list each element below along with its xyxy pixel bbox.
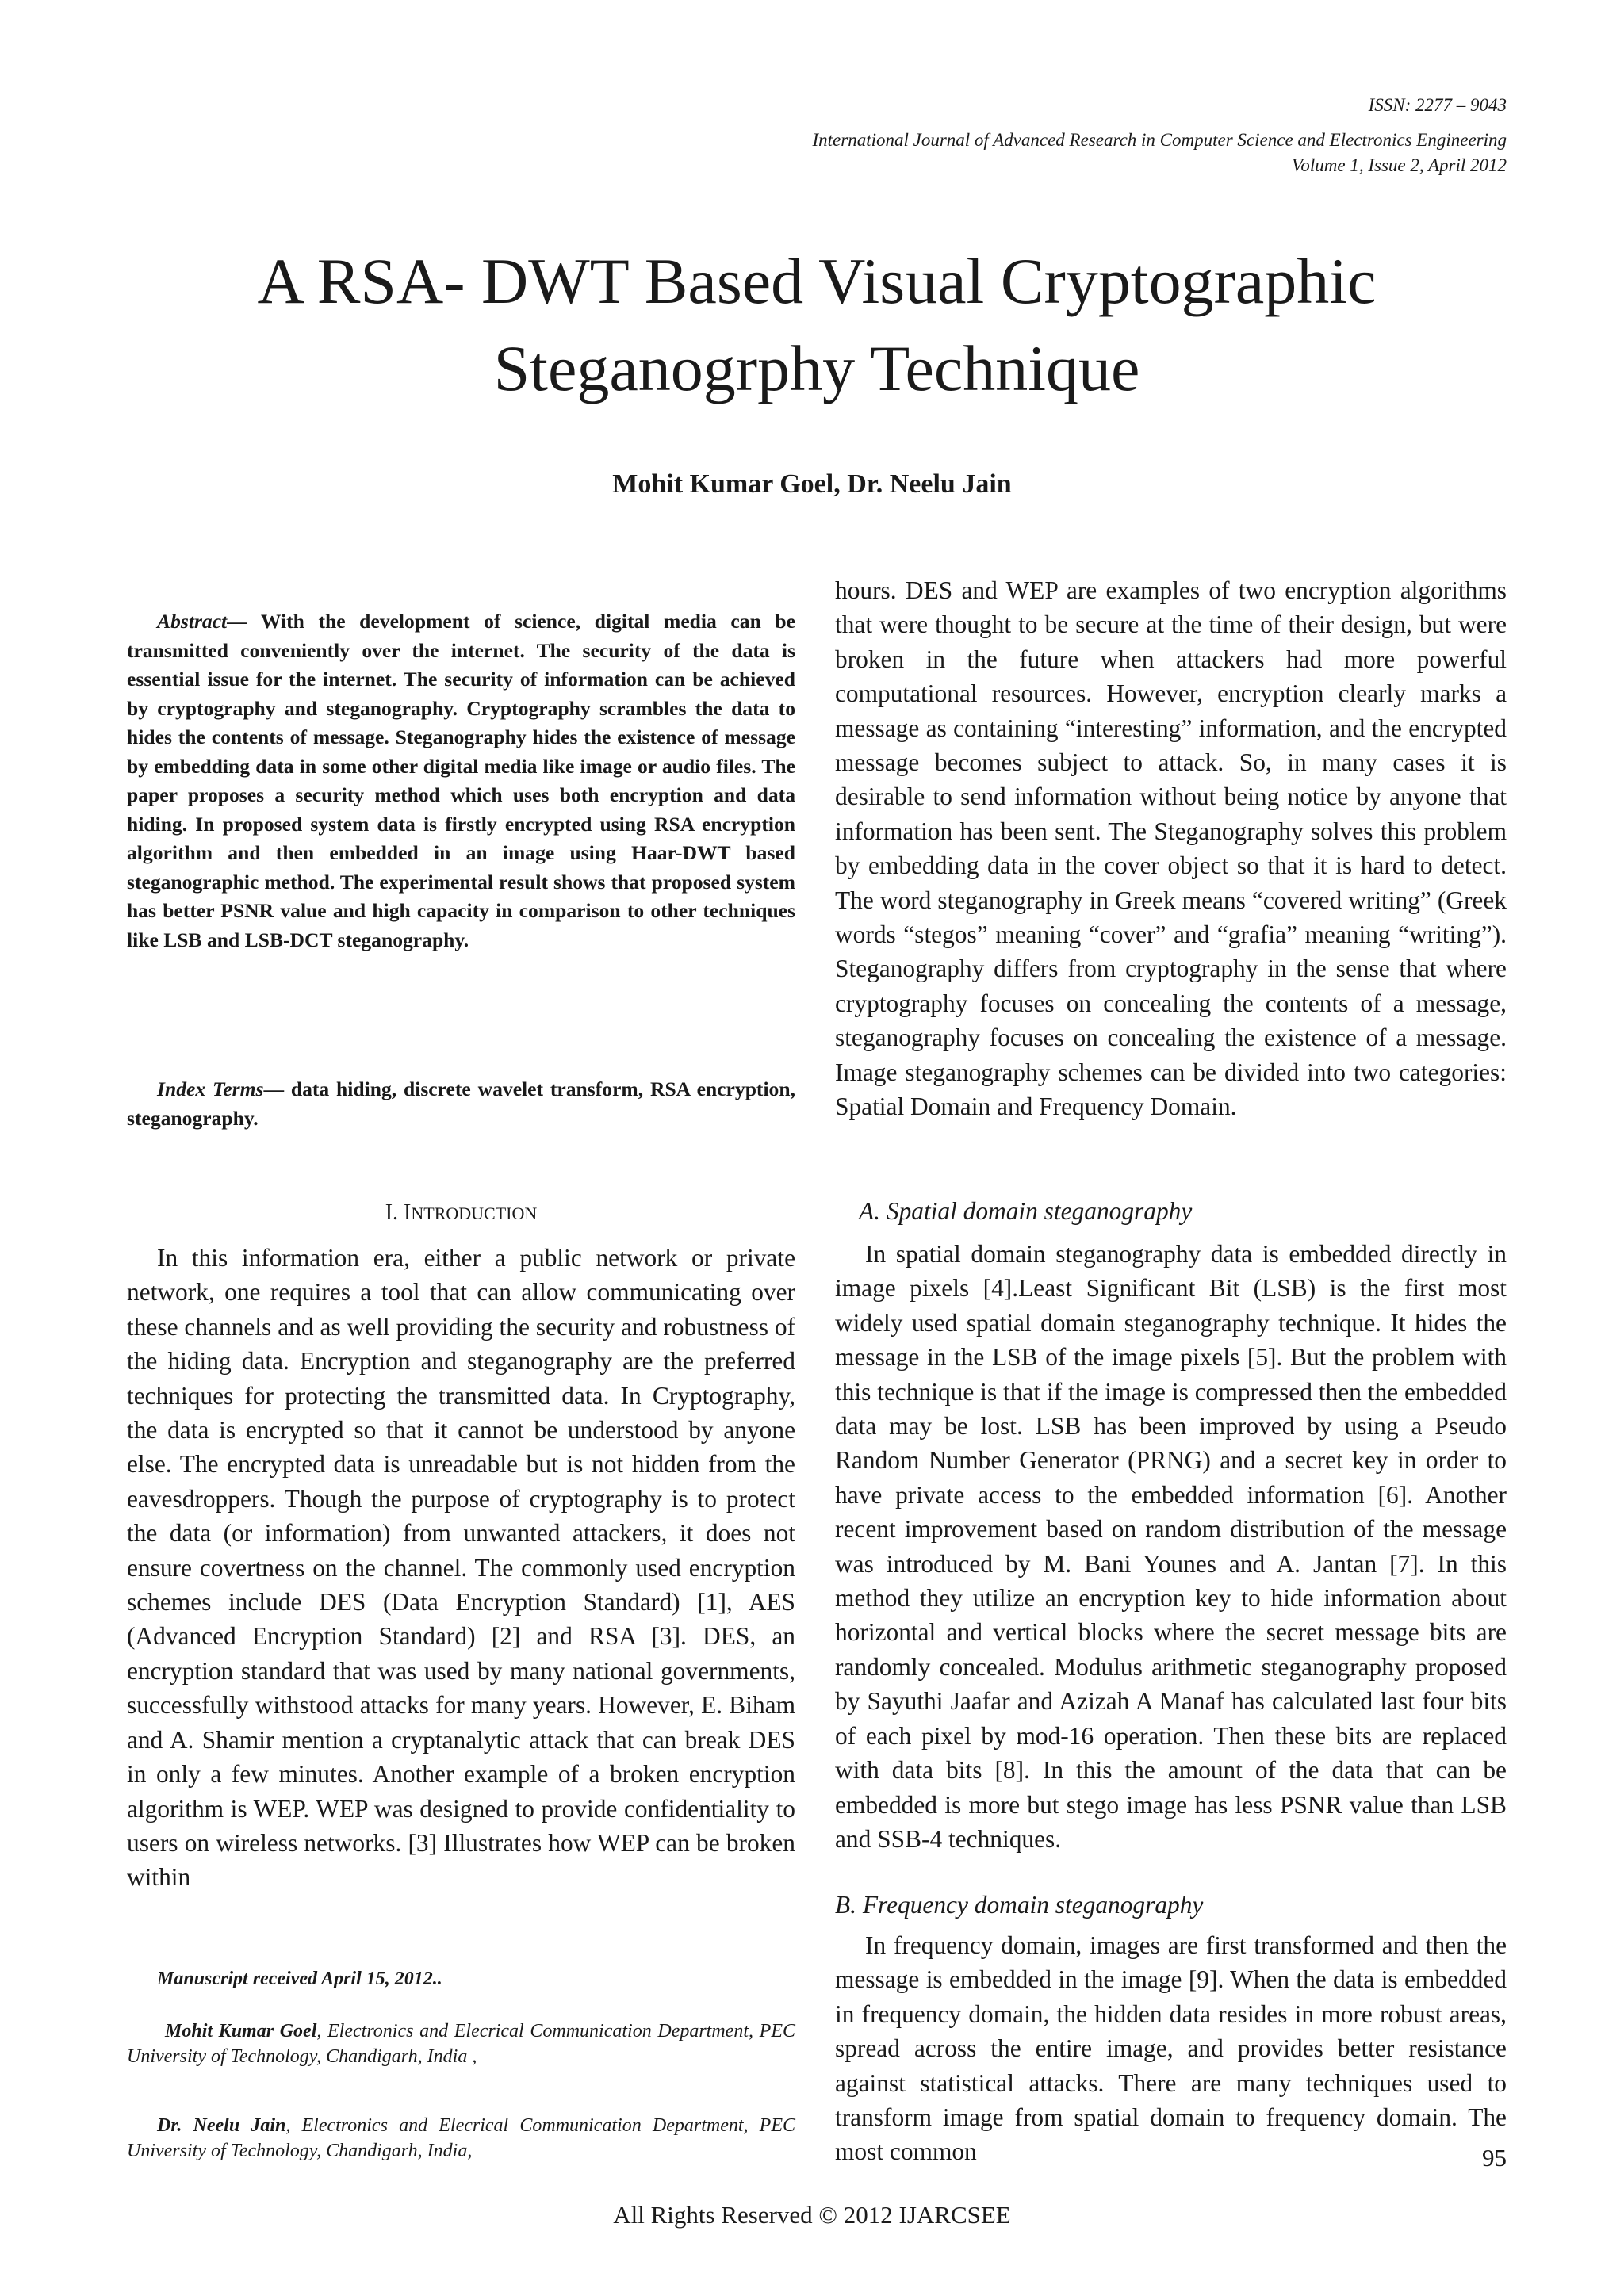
title-line-2: Steganogrphy Technique bbox=[493, 332, 1140, 404]
author1-footnote bbox=[127, 2019, 795, 2069]
abstract-text: — With the development of science, digital media can be transmitted conveniently over the internet. The security of the data is essential issue for the internet. The security of information can be achieved by cryptography and steganography. Cryptography scrambles the data to hides the contents of message. Steganography hides the existence of message by embedding data in some other digital media like image or audio files. The paper proposes a security method which uses both encryption and data hiding. In proposed system data is firstly encrypted using RSA encryption algorithm and then embedded in an image using Haar-DWT based steganographic method. The experimental result shows that proposed system has better PSNR value and high capacity in comparison to other techniques like LSB and LSB-DCT steganography. bbox=[127, 610, 795, 951]
index-terms-label: Index Terms bbox=[157, 1077, 264, 1100]
subsection-heading-frequency: B. Frequency domain steganography bbox=[835, 1891, 1204, 1919]
section-number: I. bbox=[385, 1200, 399, 1225]
spatial-domain-text: In spatial domain steganography data is embedded directly in image pixels [4].Least Significant Bit (LSB) is the first most widely used spatial domain steganography technique. It hides the message in the LSB of the image pixels [5]. But the problem with this technique is that if the image is compressed then the embedded data may be lost. LSB has been improved by using a Pseudo Random Number Generator (PRNG) and a secret key in order to have private access to the embedded information [6]. Another recent improvement based on random distribution of the message was introduced by M. Bani Younes and A. Jantan [7]. In this method they utilize an encryption key to hide information about horizontal and vertical blocks where the secret message bits are randomly concealed. Modulus arithmetic steganography proposed by Sayuthi Jaafar and Azizah A Manaf has calculated last four bits of each pixel by mod-16 operation. Then these bits are replaced with data bits [8]. In this the amount of the data that can be embedded is more but stego image has less PSNR value than LSB and SSB-4 techniques. bbox=[835, 1240, 1507, 1853]
index-terms-text: — data hiding, discrete wavelet transform, RSA encryption, steganography. bbox=[127, 1077, 795, 1130]
abstract bbox=[127, 607, 795, 955]
author-list: Mohit Kumar Goel, Dr. Neelu Jain bbox=[612, 469, 1012, 499]
author2-footnote bbox=[127, 2113, 795, 2164]
index-terms bbox=[127, 1075, 795, 1133]
section-title-rest: NTRODUCTION bbox=[411, 1203, 538, 1223]
author2-affiliation: , Electronics and Elecrical Communication Department, PEC University of Technology, Chandigarh, India, bbox=[127, 2115, 795, 2161]
title-line-1: A RSA- DWT Based Visual Cryptographic bbox=[257, 245, 1377, 317]
frequency-domain-text: In frequency domain, images are first transformed and then the message is embedded in the image [9]. When the data is embedded in frequency domain, the hidden data resides in more robust areas, spread across the entire image, and provides better resistance against statistical attacks. There are many techniques used to transform image from spatial domain to frequency domain. The most common bbox=[835, 1931, 1507, 2166]
intro-continued: hours. DES and WEP are examples of two encryption algorithms that were thought to be secure at the time of their design, but were broken in the future when attackers had more powerful computational resources. However, encryption clearly marks a message as containing “interesting” information, and the encrypted message becomes subject to attack. So, in many cases it is desirable to send information without being notice by anyone that information has been sent. The Steganography solves this problem by embedding data in the cover object so that it is hard to detect. The word steganography in Greek means “covered writing” (Greek words “stegos” meaning “cover” and “grafia” meaning “writing”). Steganography differs from cryptography in the sense that where cryptography focuses on concealing the contents of a message, steganography focuses on concealing the existence of a message. Image steganography schemes can be divided into two categories: Spatial Domain and Frequency Domain. bbox=[835, 576, 1507, 1121]
manuscript-received: Manuscript received April 15, 2012.. bbox=[157, 1969, 442, 1989]
author1-name: Mohit Kumar Goel bbox=[165, 2021, 317, 2042]
abstract-label: Abstract bbox=[157, 610, 228, 633]
author2-name: Dr. Neelu Jain bbox=[157, 2115, 286, 2136]
section-heading-introduction bbox=[127, 1200, 795, 1226]
copyright-footer: All Rights Reserved © 2012 IJARCSEE bbox=[613, 2201, 1011, 2229]
paper-title bbox=[127, 238, 1507, 412]
volume-issue: Volume 1, Issue 2, April 2012 bbox=[1291, 155, 1507, 175]
section-title-initial: I bbox=[404, 1200, 412, 1225]
journal-name: International Journal of Advanced Research in Computer Science and Electronics Engineering bbox=[812, 130, 1507, 150]
author1-affiliation: , Electronics and Elecrical Communication Department, PEC University of Technology, Chandigarh, India , bbox=[127, 2021, 795, 2067]
page-number: 95 bbox=[1482, 2144, 1507, 2172]
subsection-heading-spatial: A. Spatial domain steganography bbox=[859, 1197, 1193, 1225]
introduction-text: In this information era, either a public network or private network, one requires a tool that can allow communicating over these channels and as well providing the security and robustness of the hiding data. Encryption and steganography are the preferred techniques for protecting the transmitted data. In Cryptography, the data is encrypted so that it cannot be understood by anyone else. The encrypted data is unreadable but is not hidden from the eavesdroppers. Though the purpose of cryptography is to protect the data (or information) from unwanted attackers, it does not ensure covertness on the channel. The commonly used encryption schemes include DES (Data Encryption Standard) [1], AES (Advanced Encryption Standard) [2] and RSA [3]. DES, an encryption standard that was used by many national governments, successfully withstood attacks for many years. However, E. Biham and A. Shamir mention a cryptanalytic attack that can break DES in only a few minutes. Another example of a broken encryption algorithm is WEP. WEP was designed to provide confidentiality to users on wireless networks. [3] Illustrates how WEP can be broken within bbox=[127, 1244, 795, 1892]
issn-line: ISSN: 2277 – 9043 bbox=[1368, 95, 1507, 115]
